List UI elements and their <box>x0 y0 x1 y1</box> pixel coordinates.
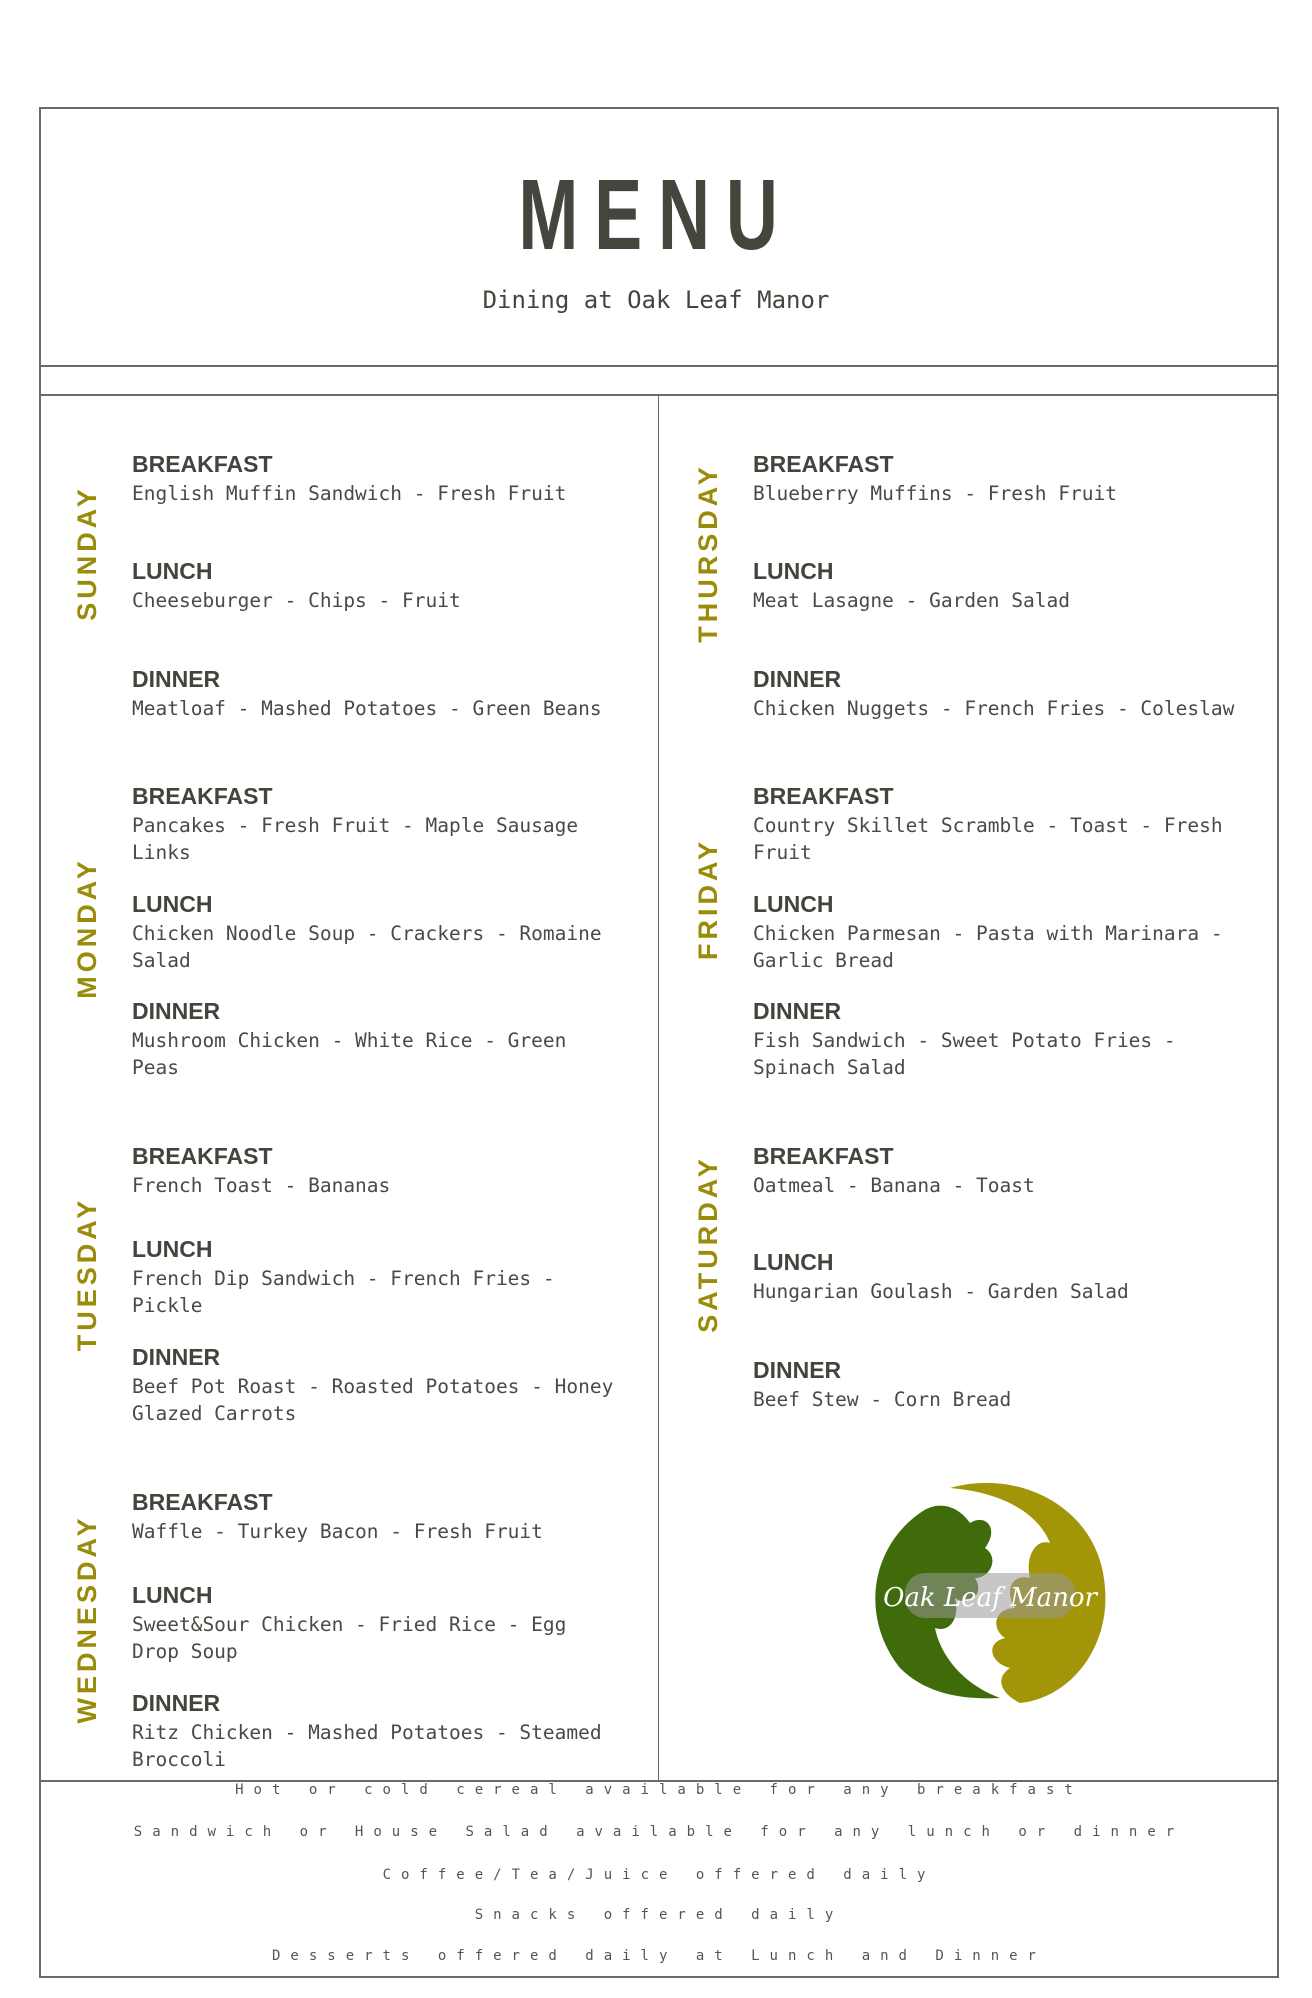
meal-items: Meat Lasagne - Garden Salad <box>753 589 1070 612</box>
day-label: THURSDAY <box>693 463 723 643</box>
meal-items: Pancakes - Fresh Fruit - Maple Sausage Links <box>132 814 579 864</box>
meal-label: LUNCH <box>753 558 834 584</box>
meal-items: Meatloaf - Mashed Potatoes - Green Beans <box>132 697 602 720</box>
meal-label: DINNER <box>132 1690 221 1716</box>
meal-label: BREAKFAST <box>753 451 894 477</box>
footer-note: Desserts offered daily at Lunch and Dinner <box>271 1948 1046 1964</box>
meal-breakfast <box>753 783 1243 866</box>
meal-label: LUNCH <box>132 1582 213 1608</box>
meal-label: LUNCH <box>753 891 834 917</box>
footer-note: Hot or cold cereal available for any breakfast <box>235 1782 1083 1798</box>
page-title: MENU <box>518 159 794 271</box>
meal-label: LUNCH <box>132 891 213 917</box>
meal-dinner <box>132 1344 622 1427</box>
meal-label: BREAKFAST <box>132 783 273 809</box>
meal-items: Sweet&Sour Chicken - Fried Rice - Egg Drop Soup <box>132 1613 567 1663</box>
day-label: SATURDAY <box>693 1155 723 1333</box>
meal-items: Beef Stew - Corn Bread <box>753 1388 1012 1411</box>
meal-items: Fish Sandwich - Sweet Potato Fries - Spinach Salad <box>753 1029 1176 1079</box>
meal-lunch <box>132 891 622 974</box>
meal-breakfast <box>132 1489 622 1545</box>
meal-breakfast <box>132 783 622 866</box>
meal-breakfast <box>132 1143 622 1199</box>
meal-label: BREAKFAST <box>132 1489 273 1515</box>
meal-label: DINNER <box>753 666 842 692</box>
meal-items: Chicken Parmesan - Pasta with Marinara - Garlic Bread <box>753 922 1223 972</box>
meal-label: DINNER <box>132 1344 221 1370</box>
meal-items: Mushroom Chicken - White Rice - Green Peas <box>132 1029 567 1079</box>
meal-label: BREAKFAST <box>132 451 273 477</box>
day-label: TUESDAY <box>72 1196 102 1352</box>
meal-breakfast <box>132 451 622 507</box>
meal-items: Chicken Nuggets - French Fries - Coleslaw <box>753 697 1235 720</box>
meal-items: Blueberry Muffins - Fresh Fruit <box>753 482 1117 505</box>
meal-items: French Dip Sandwich - French Fries - Pickle <box>132 1267 555 1317</box>
meal-lunch <box>132 1582 622 1665</box>
meal-label: DINNER <box>753 1357 842 1383</box>
meal-label: DINNER <box>753 998 842 1024</box>
day-label: FRIDAY <box>693 837 723 961</box>
meal-items: Cheeseburger - Chips - Fruit <box>132 589 461 612</box>
meal-dinner <box>132 666 622 722</box>
meal-items: Ritz Chicken - Mashed Potatoes - Steamed Broccoli <box>132 1721 602 1771</box>
meal-items: Hungarian Goulash - Garden Salad <box>753 1280 1129 1303</box>
meal-lunch <box>753 558 1243 614</box>
meal-items: Country Skillet Scramble - Toast - Fresh Fruit <box>753 814 1223 864</box>
day-label: SUNDAY <box>72 485 102 621</box>
meal-dinner <box>753 666 1243 722</box>
meal-items: Oatmeal - Banana - Toast <box>753 1174 1035 1197</box>
meal-items: French Toast - Bananas <box>132 1174 391 1197</box>
meal-dinner <box>753 998 1243 1081</box>
meal-label: LUNCH <box>132 558 213 584</box>
meal-label: BREAKFAST <box>753 783 894 809</box>
meal-breakfast <box>753 451 1243 507</box>
meal-dinner <box>132 998 622 1081</box>
logo-text: Oak Leaf Manor <box>883 1583 1097 1613</box>
meal-lunch <box>132 558 622 614</box>
meal-label: DINNER <box>132 666 221 692</box>
meal-label: BREAKFAST <box>753 1143 894 1169</box>
meal-lunch <box>132 1236 622 1319</box>
meal-lunch <box>753 1249 1243 1305</box>
meal-breakfast <box>753 1143 1243 1199</box>
meal-lunch <box>753 891 1243 974</box>
meal-dinner <box>753 1357 1243 1413</box>
meal-label: BREAKFAST <box>132 1143 273 1169</box>
day-label: WEDNESDAY <box>72 1514 102 1724</box>
meal-label: LUNCH <box>132 1236 213 1262</box>
footer-note: Snacks offered daily <box>474 1907 844 1923</box>
meal-items: English Muffin Sandwich - Fresh Fruit <box>132 482 567 505</box>
meal-dinner <box>132 1690 622 1773</box>
page-subtitle: Dining at Oak Leaf Manor <box>482 286 830 314</box>
meal-items: Beef Pot Roast - Roasted Potatoes - Honey Glazed Carrots <box>132 1375 614 1425</box>
day-label: MONDAY <box>72 857 102 999</box>
meal-label: DINNER <box>132 998 221 1024</box>
footer-note: Coffee/Tea/Juice offered daily <box>382 1867 936 1883</box>
oak-leaf-manor-logo <box>860 1468 1120 1728</box>
meal-items: Waffle - Turkey Bacon - Fresh Fruit <box>132 1520 543 1543</box>
footer-note: Sandwich or House Salad available for any lunch or dinner <box>133 1824 1185 1840</box>
meal-label: LUNCH <box>753 1249 834 1275</box>
meal-items: Chicken Noodle Soup - Crackers - Romaine Salad <box>132 922 602 972</box>
